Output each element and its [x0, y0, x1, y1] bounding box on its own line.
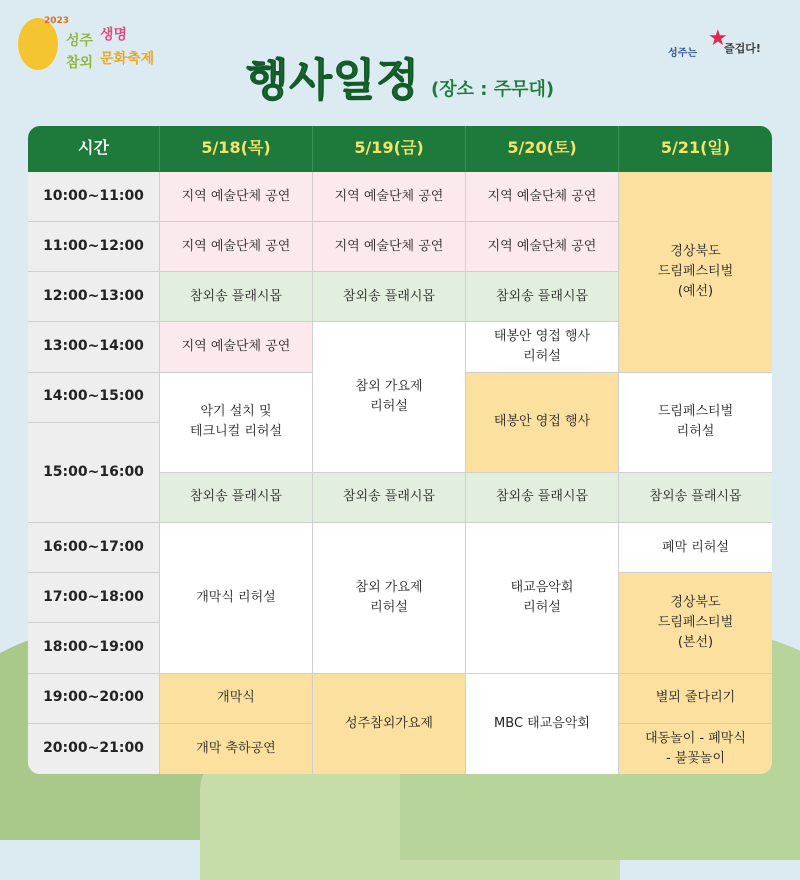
event-cell: 경상북도 드림페스티벌 (본선): [619, 573, 772, 673]
event-cell: 참외송 플래시몹: [466, 473, 619, 523]
event-cell: 지역 예술단체 공연: [313, 222, 466, 272]
header-date: 5/20(토): [466, 126, 619, 172]
slogan-big: 즐겁다!: [724, 42, 761, 55]
event-cell: 참외송 플래시몹: [313, 272, 466, 322]
event-cell: 악기 설치 및 테크니컬 리허설: [160, 373, 313, 473]
event-cell: 참외송 플래시몹: [619, 473, 772, 523]
event-cell: 드림페스티벌 리허설: [619, 373, 772, 473]
event-cell: 개막식: [160, 674, 313, 724]
header-date: 5/21(일): [619, 126, 772, 172]
event-cell: 참외 가요제 리허설: [313, 523, 466, 673]
slogan-small: 성주는: [668, 48, 697, 59]
event-cell: 참외송 플래시몹: [160, 272, 313, 322]
time-slot: 12:00~13:00: [28, 272, 160, 322]
logo-year: 2023: [44, 16, 70, 26]
event-cell: 개막 축하공연: [160, 724, 313, 774]
event-cell: 지역 예술단체 공연: [160, 322, 313, 372]
time-slot: 19:00~20:00: [28, 674, 160, 724]
event-cell: 지역 예술단체 공연: [466, 222, 619, 272]
event-cell: 대동놀이 - 폐막식 - 불꽃놀이: [619, 724, 772, 774]
logo-text: 문화축제: [100, 51, 155, 67]
event-cell: 개막식 리허설: [160, 523, 313, 673]
logo-text: 생명: [100, 27, 128, 43]
time-slot: 16:00~17:00: [28, 523, 160, 573]
event-cell: 지역 예술단체 공연: [160, 222, 313, 272]
event-cell: 참외송 플래시몹: [313, 473, 466, 523]
event-cell: 참외 가요제 리허설: [313, 322, 466, 472]
event-cell: 지역 예술단체 공연: [466, 172, 619, 222]
event-cell: 태봉안 영접 행사: [466, 373, 619, 473]
time-slot: 18:00~19:00: [28, 623, 160, 673]
schedule-table: [28, 126, 772, 774]
logo-text: 참외: [66, 55, 94, 71]
logo-text: 성주: [66, 33, 94, 49]
event-cell: MBC 태교음악회: [466, 674, 619, 774]
event-cell: 폐막 리허설: [619, 523, 772, 573]
event-cell: 지역 예술단체 공연: [160, 172, 313, 222]
event-cell: 별뫼 줄다리기: [619, 674, 772, 724]
event-cell: 경상북도 드림페스티벌 (예선): [619, 172, 772, 373]
event-cell: 참외송 플래시몹: [160, 473, 313, 523]
time-slot: 17:00~18:00: [28, 573, 160, 623]
event-cell: 성주참외가요제: [313, 674, 466, 774]
time-slot: 15:00~16:00: [28, 423, 160, 523]
time-slot: 10:00~11:00: [28, 172, 160, 222]
time-slot: 20:00~21:00: [28, 724, 160, 774]
title-location: (장소 : 주무대): [430, 79, 555, 100]
event-cell: 지역 예술단체 공연: [313, 172, 466, 222]
page-title: [0, 44, 800, 108]
event-cell: 태교음악회 리허설: [466, 523, 619, 673]
header-date: 5/19(금): [313, 126, 466, 172]
time-slot: 14:00~15:00: [28, 373, 160, 423]
time-slot: 11:00~12:00: [28, 222, 160, 272]
star-icon: ★: [708, 26, 728, 51]
event-cell: 참외송 플래시몹: [466, 272, 619, 322]
time-slot: 13:00~14:00: [28, 322, 160, 372]
title-main: 행사일정: [245, 55, 420, 106]
header-time: 시간: [28, 126, 160, 172]
event-cell: 태봉안 영접 행사 리허설: [466, 322, 619, 372]
header-date: 5/18(목): [160, 126, 313, 172]
